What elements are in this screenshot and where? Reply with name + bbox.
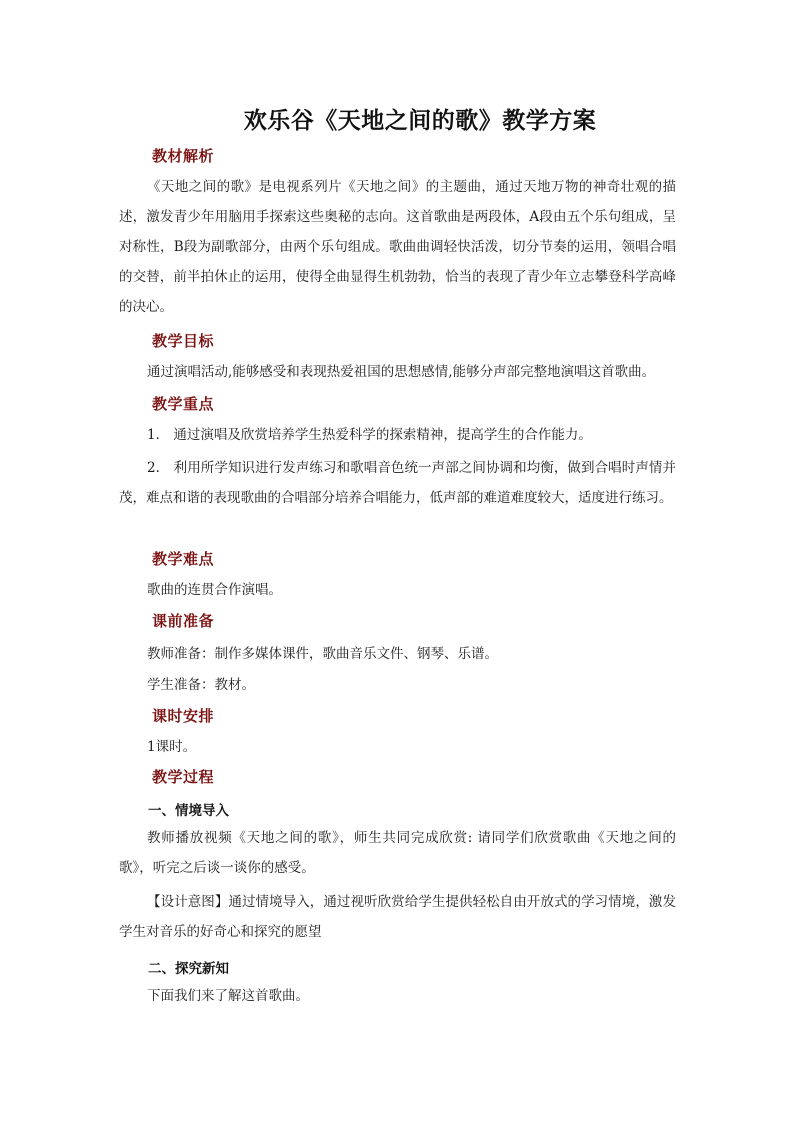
keypoint-item-2: 2． 利用所学知识进行发声练习和歌唱音色统一声部之间协调和均衡，做到合唱时声情并茂，难点和谐的表现歌曲的合唱部分培养合唱能力，低声部的难道难度较大，适度进行练习。: [119, 460, 676, 506]
heading-analysis: 教材解析: [152, 147, 215, 165]
difficulties-paragraph: 歌曲的连贯合作演唱。: [147, 582, 282, 598]
heading-keypoints: 教学重点: [152, 395, 215, 413]
step1-heading: 一、情境导入: [148, 803, 229, 819]
goals-paragraph: 通过演唱活动,能够感受和表现热爱祖国的思想感情,能够分声部完整地演唱这首歌曲。: [147, 364, 656, 380]
keypoint-item-1: 1． 通过演唱及欣赏培养学生热爱科学的探索精神，提高学生的合作能力。: [147, 427, 592, 443]
heading-preparation: 课前准备: [152, 612, 215, 630]
analysis-paragraph: 《天地之间的歌》是电视系列片《天地之间》的主题曲，通过天地万物的神奇壮观的描述，激发青少年用脑用手探索这些奥秘的志向。这首歌曲是两段体，A段由五个乐句组成，呈对称性，B段为副歌部分，由两个乐句组成。歌曲曲调轻快活泼，切分节奏的运用，领唱合唱的交替，前半拍休止的运用，使得全曲显得生机勃勃，恰当的表现了青少年立志攀登科学高峰的决心。: [119, 179, 676, 315]
step2-heading: 二、探究新知: [148, 961, 229, 977]
heading-schedule: 课时安排: [152, 707, 215, 725]
step2-paragraph: 下面我们来了解这首歌曲。: [147, 988, 309, 1004]
heading-process: 教学过程: [152, 768, 215, 786]
heading-difficulties: 教学难点: [152, 550, 215, 568]
preparation-student: 学生准备：教材。: [147, 677, 255, 693]
heading-goals: 教学目标: [152, 332, 215, 350]
document-title: 欢乐谷《天地之间的歌》教学方案: [243, 107, 597, 134]
preparation-teacher: 教师准备：制作多媒体课件，歌曲音乐文件、钢琴、乐谱。: [147, 646, 498, 662]
step1-design-intent: 【设计意图】通过情境导入，通过视听欣赏给学生提供轻松自由开放式的学习情境，激发学生对音乐的好奇心和探究的愿望: [119, 894, 676, 940]
step1-paragraph: 教师播放视频《天地之间的歌》，师生共同完成欣赏: 请同学们欣赏歌曲《天地之间的歌》，听完之后谈一谈你的感受。: [119, 830, 676, 876]
schedule-paragraph: 1课时。: [147, 739, 197, 755]
